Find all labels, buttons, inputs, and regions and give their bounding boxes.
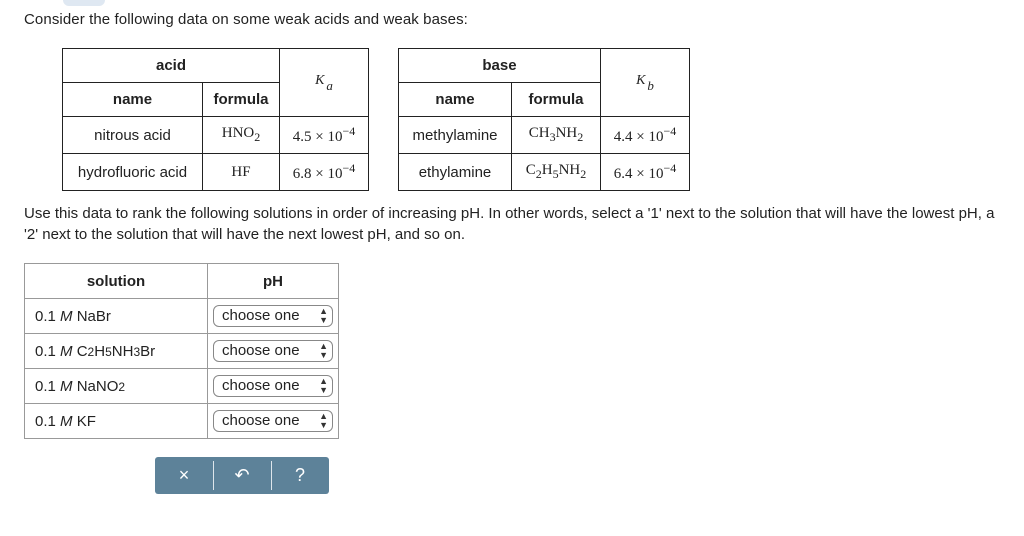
acid-formula-cell: $HNO_2$ [203, 117, 280, 154]
acid-name-cell: nitrous acid [63, 117, 203, 154]
kb-value-cell: $6.4 \times 10^{-4}$ [601, 154, 690, 191]
close-icon: × [178, 465, 190, 485]
ka-symbol: K [315, 73, 325, 88]
kb-header [601, 49, 690, 117]
select-arrows-icon: ▲ ▼ [319, 411, 328, 430]
acid-name-header: name [63, 83, 203, 117]
acid-name-cell: hydrofluoric acid [63, 154, 203, 191]
select-arrows-icon: ▲ ▼ [319, 306, 328, 325]
ka-value-cell: $4.5 \times 10^{-4}$ [280, 117, 369, 154]
answer-toolbar [155, 457, 329, 494]
table-row [25, 404, 339, 439]
ph-select[interactable]: choose one ▲ ▼ [213, 375, 333, 397]
ph-cell [208, 334, 339, 369]
select-arrows-icon: ▲ ▼ [319, 376, 328, 395]
solution-ethylammonium-bromide: 0.1 M C2H5NH3Br [25, 334, 208, 369]
clear-button[interactable] [155, 457, 213, 494]
table-row [25, 299, 339, 334]
base-name-header: name [399, 83, 512, 117]
base-formula-cell: $CH_3NH_2$ [512, 117, 601, 154]
table-row [25, 334, 339, 369]
ka-subscript: a [326, 78, 333, 93]
base-formula-header: formula [512, 83, 601, 117]
ph-cell [208, 404, 339, 439]
help-icon: ? [294, 465, 305, 485]
undo-button[interactable] [213, 457, 271, 494]
ka-header [280, 49, 369, 117]
solution-ranking-table [24, 263, 339, 439]
top-tab-nub [63, 0, 105, 6]
instructions-text: Use this data to rank the following solutions in order of increasing pH. In other words, select a '1' next to the solution that will have the lowest pH, a '2' next to the solution that will have the next lowest pH, and so on. [24, 205, 995, 243]
ph-select[interactable]: choose one ▲ ▼ [213, 410, 333, 432]
base-formula-cell: $C_2H_5NH_2$ [512, 154, 601, 191]
acid-table [62, 48, 369, 191]
table-row [25, 369, 339, 404]
solution-nano2: 0.1 M NaNO2 [25, 369, 208, 404]
acid-formula-header: formula [203, 83, 280, 117]
intro-text: Consider the following data on some weak acids and weak bases: [24, 11, 468, 28]
ph-cell [208, 369, 339, 404]
ph-select[interactable]: choose one ▲ ▼ [213, 305, 333, 327]
ph-header: pH [208, 264, 339, 299]
help-button[interactable] [271, 457, 329, 494]
solution-nabr: 0.1 M NaBr [25, 299, 208, 334]
acid-group-header: acid [63, 49, 280, 83]
undo-icon: ↶ [234, 465, 250, 485]
solution-header: solution [25, 264, 208, 299]
base-name-cell: methylamine [399, 117, 512, 154]
acid-formula-cell: HF [203, 154, 280, 191]
base-name-cell: ethylamine [399, 154, 512, 191]
ka-value-cell: $6.8 \times 10^{-4}$ [280, 154, 369, 191]
select-arrows-icon: ▲ ▼ [319, 341, 328, 360]
base-group-header: base [399, 49, 601, 83]
kb-symbol: K [636, 73, 646, 88]
kb-subscript: b [647, 78, 654, 93]
ph-cell [208, 299, 339, 334]
solution-kf: 0.1 M KF [25, 404, 208, 439]
base-table [398, 48, 690, 191]
kb-value-cell: $4.4 \times 10^{-4}$ [601, 117, 690, 154]
ph-select[interactable]: choose one ▲ ▼ [213, 340, 333, 362]
